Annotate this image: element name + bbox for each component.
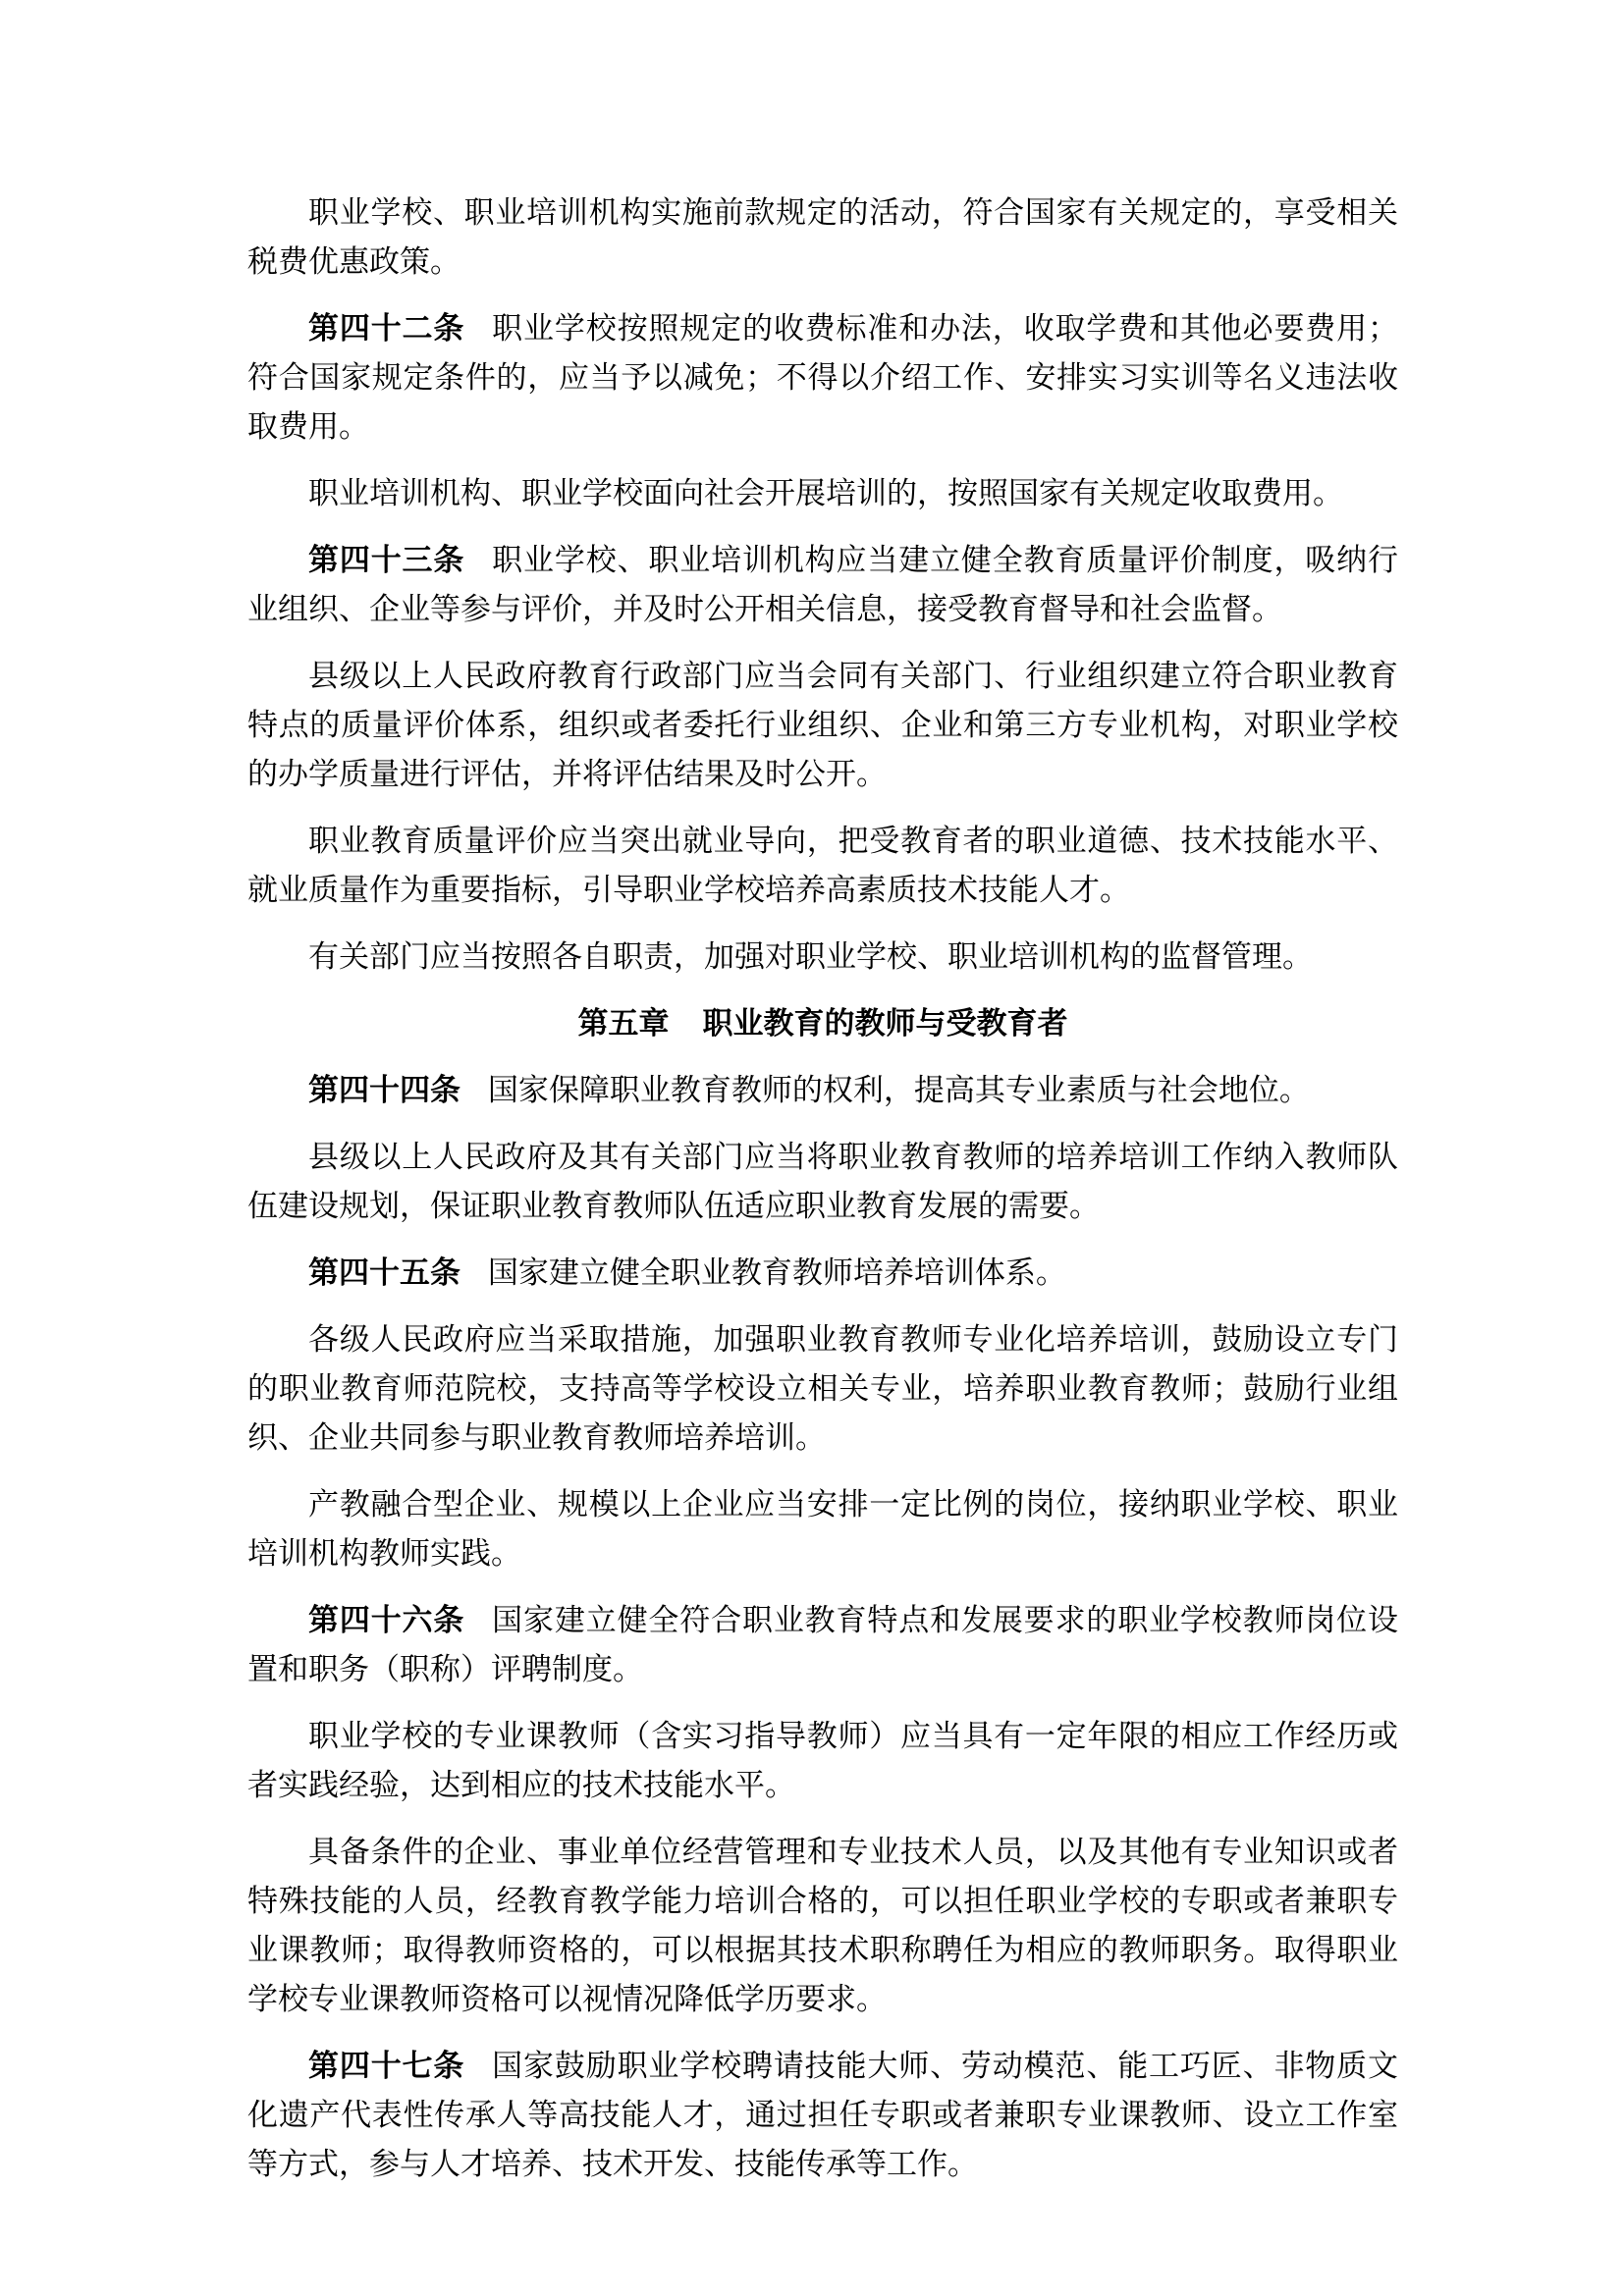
paragraph — [247, 469, 1398, 518]
paragraph-text: 具备条件的企业、事业单位经营管理和专业技术人员，以及其他有专业知识或者特殊技能的人员，经教育教学能力培训合格的，可以担任职业学校的专职或者兼职专业课教师；取得教师资格的，可以根据其技术职称聘任为相应的教师职务。取得职业学校专业课教师资格可以视情况降低学历要求。 — [247, 1835, 1398, 2017]
article-46 — [247, 1596, 1398, 1694]
chapter-title: 职业教育的教师与受教育者 — [702, 1006, 1068, 1041]
paragraph-text: 国家保障职业教育教师的权利，提高其专业素质与社会地位。 — [487, 1073, 1310, 1108]
paragraph-text: 职业学校、职业培训机构实施前款规定的活动，符合国家有关规定的，享受相关税费优惠政策。 — [247, 195, 1398, 280]
paragraph-text: 职业学校的专业课教师（含实习指导教师）应当具有一定年限的相应工作经历或者实践经验，达到相应的技术技能水平。 — [247, 1719, 1398, 1803]
paragraph-text: 县级以上人民政府教育行政部门应当会同有关部门、行业组织建立符合职业教育特点的质量评价体系，组织或者委托行业组织、企业和第三方专业机构，对职业学校的办学质量进行评估，并将评估结果及时公开。 — [247, 659, 1398, 792]
article-47 — [247, 2042, 1398, 2189]
article-number: 第四十六条 — [308, 1603, 465, 1638]
paragraph-text: 职业培训机构、职业学校面向社会开展培训的，按照国家有关规定收取费用。 — [308, 476, 1343, 511]
article-number: 第四十五条 — [308, 1255, 460, 1291]
paragraph — [247, 817, 1398, 915]
paragraph-text: 产教融合型企业、规模以上企业应当安排一定比例的岗位，接纳职业学校、职业培训机构教师实践。 — [247, 1487, 1398, 1572]
paragraph — [247, 1480, 1398, 1578]
paragraph-text: 国家建立健全符合职业教育特点和发展要求的职业学校教师岗位设置和职务（职称）评聘制度。 — [247, 1603, 1399, 1687]
paragraph — [247, 1712, 1398, 1810]
document-page — [247, 188, 1398, 2207]
article-43 — [247, 536, 1398, 634]
article-number: 第四十四条 — [308, 1073, 460, 1108]
paragraph — [247, 933, 1398, 982]
paragraph-text: 各级人民政府应当采取措施，加强职业教育教师专业化培养培训，鼓励设立专门的职业教育师范院校，支持高等学校设立相关专业，培养职业教育教师；鼓励行业组织、企业共同参与职业教育教师培养培训。 — [247, 1322, 1398, 1456]
chapter-heading — [247, 999, 1398, 1048]
article-number: 第四十三条 — [308, 543, 465, 578]
paragraph-text: 国家鼓励职业学校聘请技能大师、劳动模范、能工巧匠、非物质文化遗产代表性传承人等高技能人才，通过担任专职或者兼职专业课教师、设立工作室等方式，参与人才培养、技术开发、技能传承等工作。 — [247, 2049, 1399, 2182]
paragraph-text: 有关部门应当按照各自职责，加强对职业学校、职业培训机构的监督管理。 — [308, 939, 1313, 975]
article-44 — [247, 1066, 1398, 1115]
paragraph — [247, 188, 1398, 287]
paragraph — [247, 1315, 1398, 1463]
chapter-number: 第五章 — [577, 1006, 670, 1041]
paragraph-text: 职业学校、职业培训机构应当建立健全教育质量评价制度，吸纳行业组织、企业等参与评价，并及时公开相关信息，接受教育督导和社会监督。 — [247, 543, 1399, 627]
paragraph — [247, 1133, 1398, 1231]
paragraph-text: 县级以上人民政府及其有关部门应当将职业教育教师的培养培训工作纳入教师队伍建设规划，保证职业教育教师队伍适应职业教育发展的需要。 — [247, 1140, 1398, 1224]
paragraph-text: 职业学校按照规定的收费标准和办法，收取学费和其他必要费用；符合国家规定条件的，应当予以减免；不得以介绍工作、安排实习实训等名义违法收取费用。 — [247, 311, 1399, 445]
paragraph-text: 职业教育质量评价应当突出就业导向，把受教育者的职业道德、技术技能水平、就业质量作为重要指标，引导职业学校培养高素质技术技能人才。 — [247, 824, 1398, 908]
article-42 — [247, 304, 1398, 452]
article-number: 第四十二条 — [308, 311, 465, 347]
article-number: 第四十七条 — [308, 2049, 465, 2084]
paragraph — [247, 652, 1398, 799]
paragraph — [247, 1828, 1398, 2024]
article-45 — [247, 1249, 1398, 1298]
paragraph-text: 国家建立健全职业教育教师培养培训体系。 — [487, 1255, 1066, 1291]
